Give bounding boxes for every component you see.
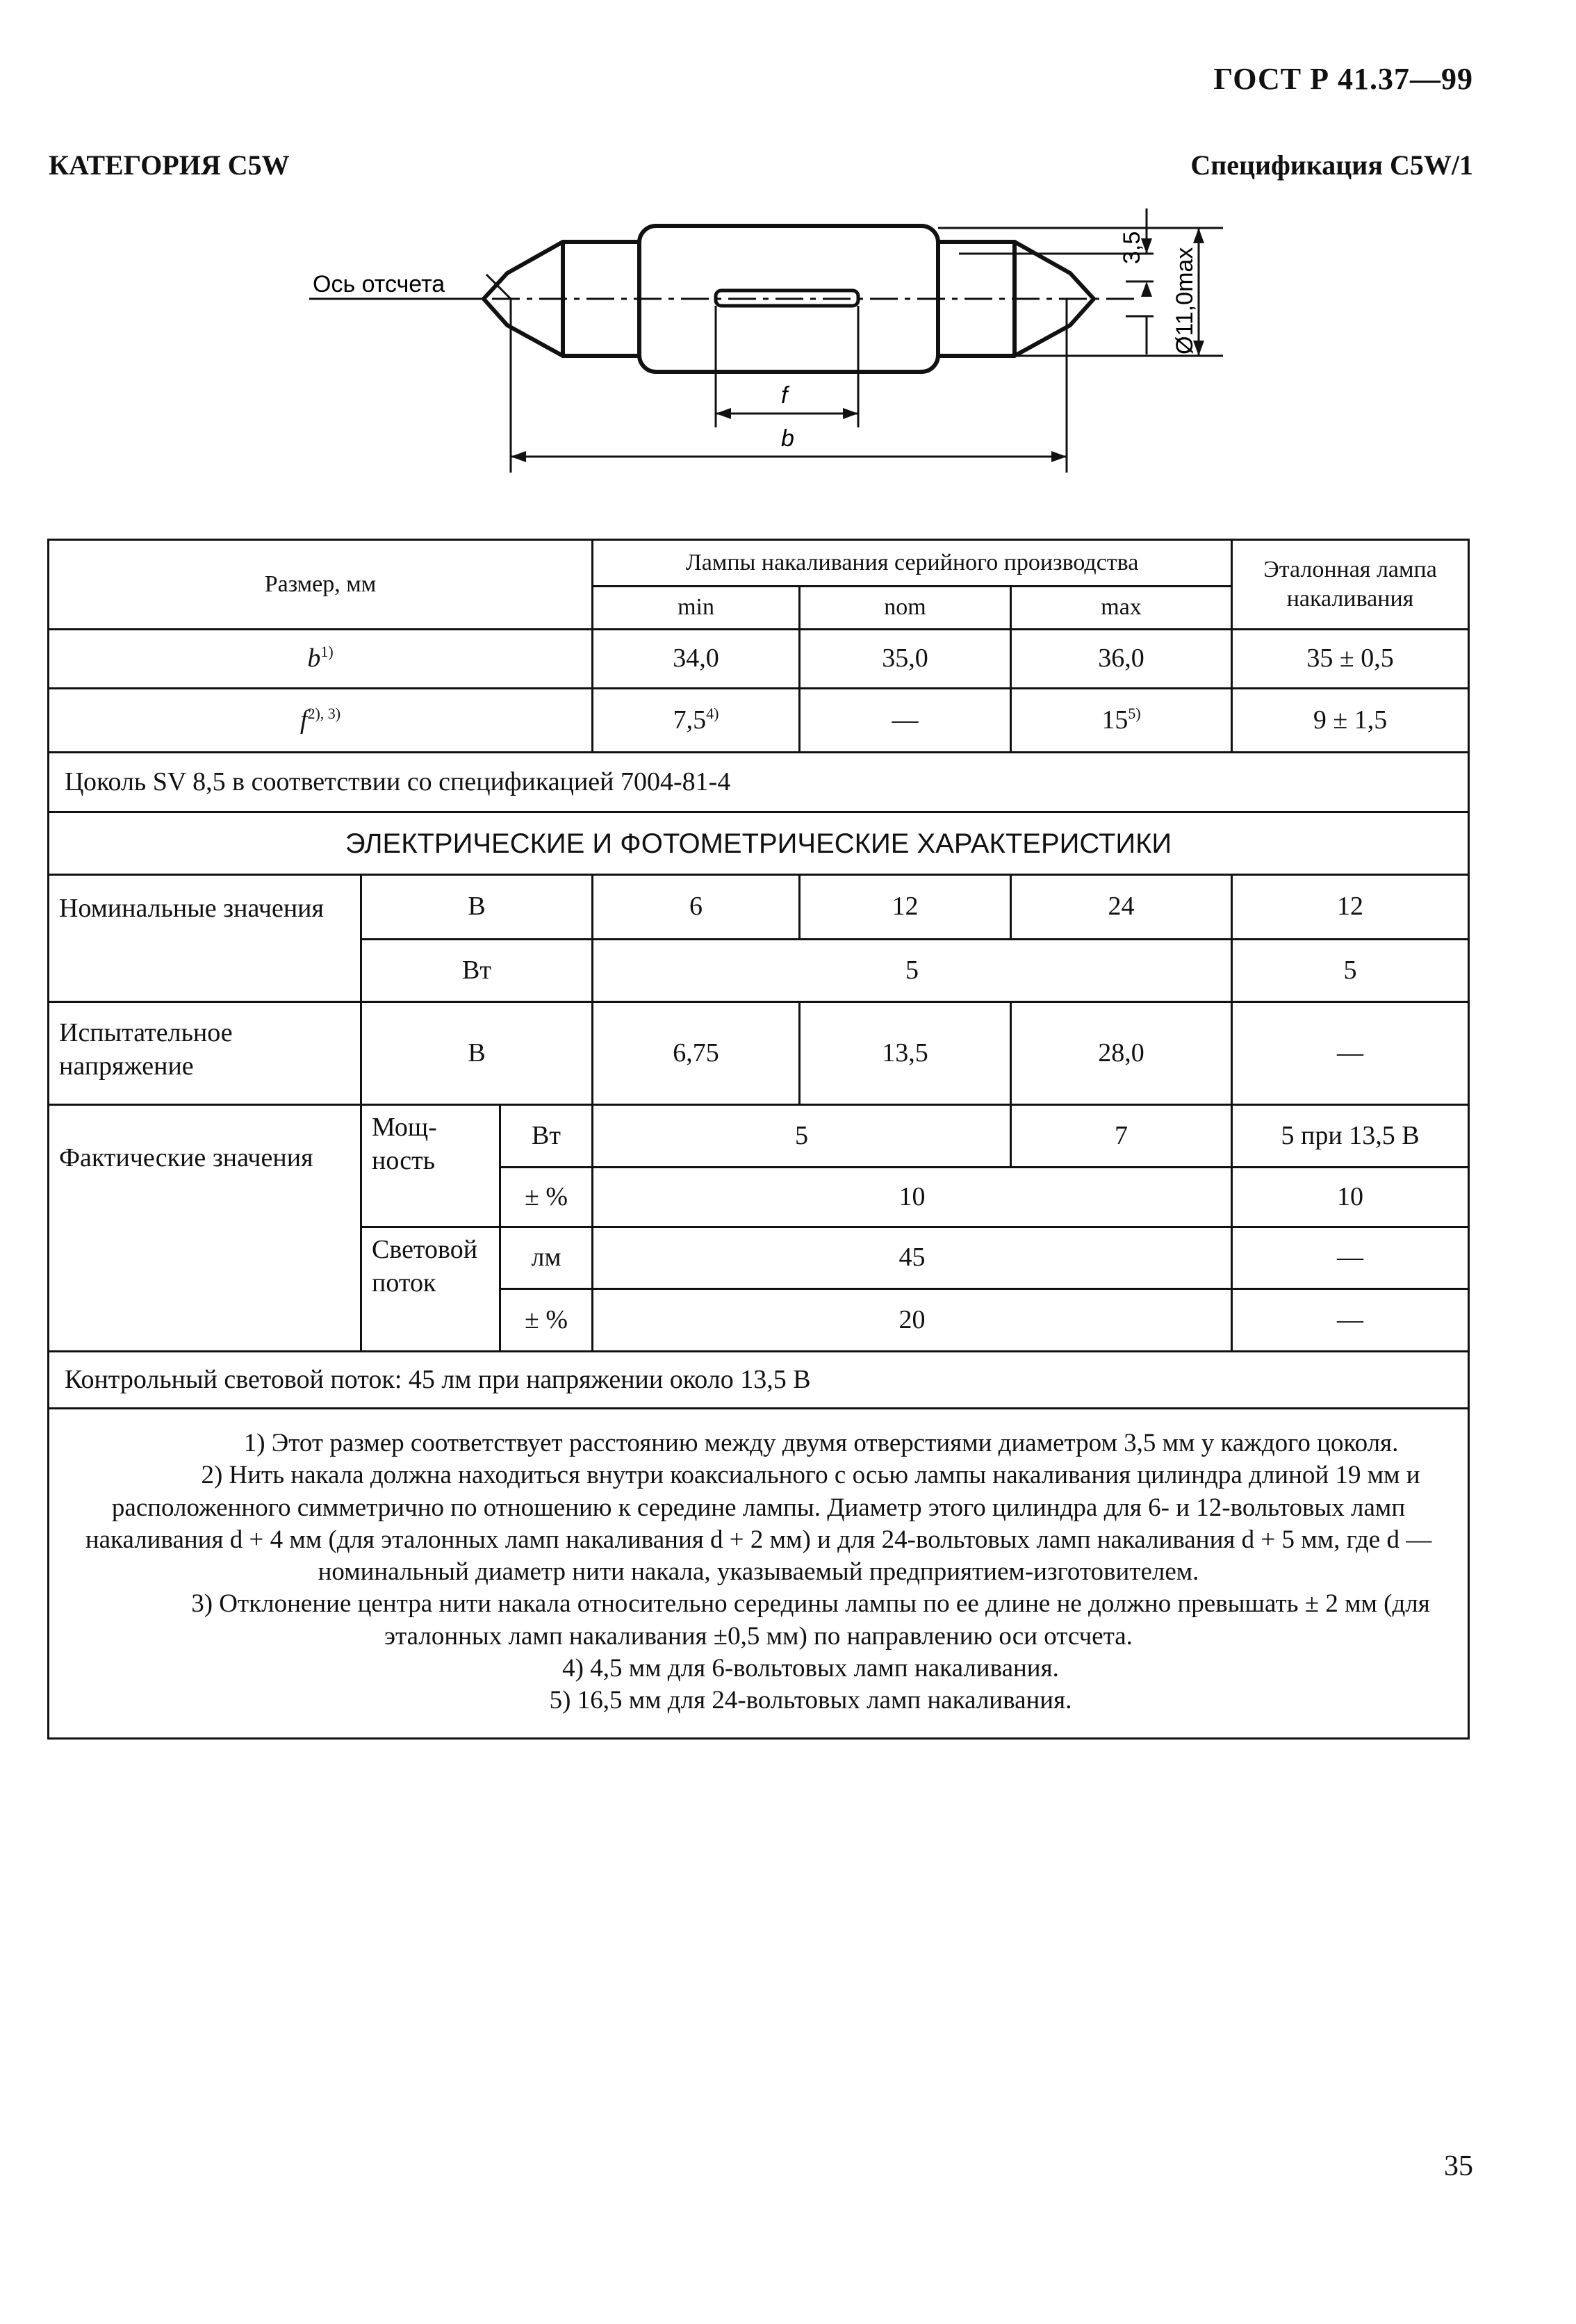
footnote-2: 2) Нить накала должна находиться внутри коаксиального с осью лампы накаливания цилиндра длиной 19 мм и расположенного симметрично по отношению к середине лампы. Диаметр этого цилиндра для 6- и 12-вольтовых ламп накаливания d + 4 мм (для эталонных ламп накаливания d + 2 мм) и для 24-вольтовых ламп накаливания d + 5 мм, где d — номинальный диаметр нити накала, указываемый предприятием-изготовителем. bbox=[85, 1461, 1432, 1586]
footnotes bbox=[49, 1409, 1469, 1739]
power-label: Мощ-ность bbox=[361, 1105, 500, 1227]
specification-title: Спецификация C5W/1 bbox=[1190, 149, 1473, 181]
col-size: Размер, мм bbox=[49, 540, 593, 630]
page-number: 35 bbox=[1444, 2150, 1473, 2182]
test-voltage-label: Испытательное напряжение bbox=[49, 1002, 361, 1105]
section-title: ЭЛЕКТРИЧЕСКИЕ И ФОТОМЕТРИЧЕСКИЕ ХАРАКТЕРИСТИКИ bbox=[49, 812, 1469, 875]
row-f: $f^{2), 3)}$ 7,5$^{4)}$ — 15$^{5)}$ 9 ± 1,5 bbox=[49, 689, 1469, 753]
col-min: min bbox=[593, 587, 800, 630]
lamp-drawing bbox=[0, 202, 1576, 493]
dim-diameter: Ø11,0max bbox=[1172, 247, 1198, 354]
control-flux: Контрольный световой поток: 45 лм при напряжении около 13,5 В bbox=[49, 1352, 1469, 1409]
flux-label: Световой поток bbox=[361, 1227, 500, 1352]
label-b: b bbox=[781, 425, 794, 452]
col-serial: Лампы накаливания серийного производства bbox=[593, 540, 1232, 587]
axis-label: Ось отсчета bbox=[313, 271, 445, 297]
col-reference: Эталонная лампа накаливания bbox=[1232, 540, 1469, 630]
nominal-label: Номинальные значения bbox=[49, 875, 361, 1002]
footnote-5: 5) 16,5 мм для 24-вольтовых ламп накаливания. bbox=[549, 1686, 1072, 1715]
footnote-1: 1) Этот размер соответствует расстоянию между двумя отверстиями диаметром 3,5 мм у каждого цоколя. bbox=[243, 1429, 1399, 1457]
dim-3-5: 3,5 bbox=[1119, 231, 1145, 264]
col-nom: nom bbox=[800, 587, 1011, 630]
standard-number: ГОСТ Р 41.37—99 bbox=[1213, 62, 1473, 96]
cap-row: Цоколь SV 8,5 в соответствии со спецификацией 7004-81-4 bbox=[49, 753, 1469, 812]
row-b: $b^{1)}$ 34,0 35,0 36,0 35 ± 0,5 bbox=[49, 630, 1469, 689]
col-max: max bbox=[1011, 587, 1232, 630]
footnote-3: 3) Отклонение центра нити накала относительно середины лампы по ее длине не должно превышать ± 2 мм (для эталонных ламп накаливания ±0,5 мм) по направлению оси отсчета. bbox=[191, 1589, 1430, 1651]
category-title: КАТЕГОРИЯ C5W bbox=[49, 149, 290, 181]
label-f: f bbox=[781, 382, 788, 409]
footnote-4: 4) 4,5 мм для 6-вольтовых ламп накаливания. bbox=[562, 1653, 1059, 1683]
spec-table: Размер, мм Лампы накаливания серийного производства Эталонная лампа накаливания min nom max $b^{1)}$ 34,0 35,0 36,0 35 ± 0,5 $f^{2), 3)}$ 7,5$^{4)}$ — 15$^{5)}$ 9 ± 1,5 Цоколь SV 8,5 в соответствии со спецификацией 7004-81-4 ЭЛЕКТРИЧЕСКИЕ И ФОТОМЕТРИЧЕСКИЕ ХАРАКТЕРИСТИКИ Номинальные значения В 6 12 24 12 Вт 5 5 Испытательное напряжение В 6,75 13,5 28,0 — Фактические значения Мощ-ность Вт 5 7 5 при 13,5 В ± % 10 10 Световой поток лм 45 — ± % 20 — Контрольный световой поток: 45 лм при напряжении около 13,5 В 1) Этот размер соответствует расстоянию между двумя отверстиями диаметром 3,5 мм у каждого цоколя. 2) Нить накала должна находиться внутри коаксиального с осью лампы накаливания цилиндра длиной 19 мм и расположенного симметрично по отношению к середине лампы. Диаметр этого цилиндра для 6- и 12-вольтовых ламп накаливания d + 4 мм (для эталонных ламп накаливания d + 2 мм) и для 24-вольтовых ламп накаливания d + 5 мм, где d — номинальный диаметр нити накала, указываемый предприятием-изготовителем. 3) Отклонение центра нити накала относительно середины лампы по ее длине не должно превышать ± 2 мм (для эталонных ламп накаливания ±0,5 мм) по направлению оси отсчета. 4) 4,5 мм для 6-вольтовых ламп накаливания. 5) 16,5 мм для 24-вольтовых ламп накаливания. bbox=[47, 539, 1470, 1740]
actual-label: Фактические значения bbox=[49, 1105, 361, 1352]
